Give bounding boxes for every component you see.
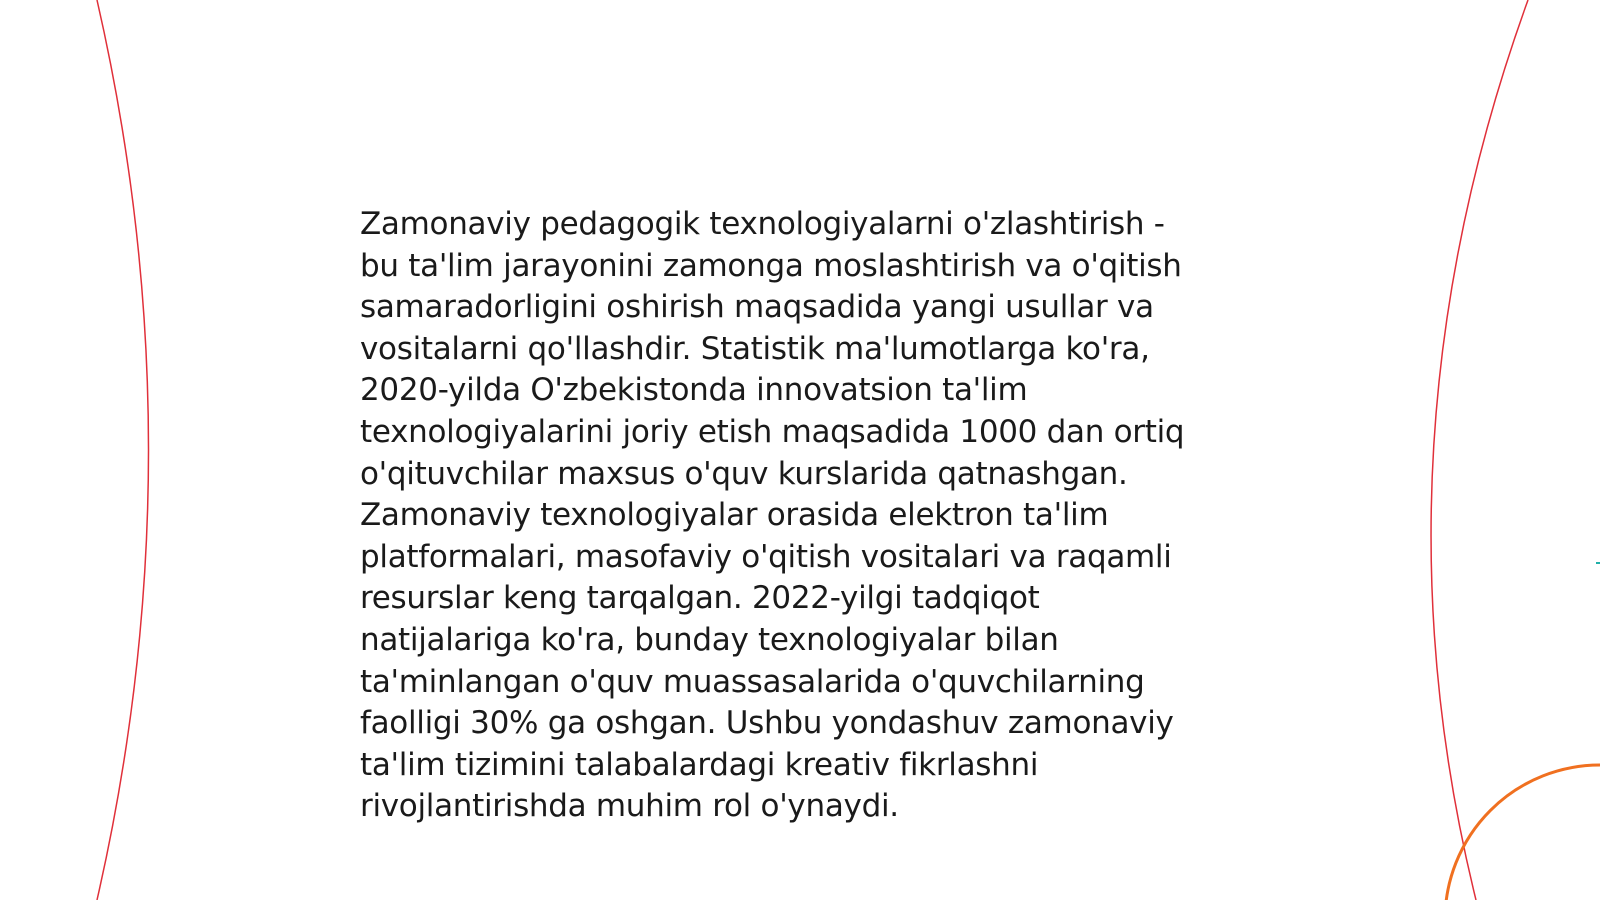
right-red-curve xyxy=(1431,0,1528,900)
text-line: platformalari, masofaviy o'qitish vositalari va raqamli xyxy=(360,538,1172,575)
text-line: resurslar keng tarqalgan. 2022-yilgi tadqiqot xyxy=(360,580,1040,617)
text-line: vositalarni qo'llashdir. Statistik ma'lumotlarga ko'ra, xyxy=(360,330,1150,367)
left-red-curve xyxy=(97,0,149,900)
text-line: faolligi 30% ga oshgan. Ushbu yondashuv zamonaviy xyxy=(360,705,1174,742)
text-line: Zamonaviy texnologiyalar orasida elektron ta'lim xyxy=(360,497,1109,534)
text-line: o'qituvchilar maxsus o'quv kurslarida qatnashgan. xyxy=(360,455,1128,492)
text-line: rivojlantirishda muhim rol o'ynaydi. xyxy=(360,788,899,825)
text-line: texnologiyalarini joriy etish maqsadida 1000 dan ortiq xyxy=(360,413,1185,450)
text-line: natijalariga ko'ra, bunday texnologiyalar bilan xyxy=(360,621,1059,658)
text-line: ta'lim tizimini talabalardagi kreativ fikrlashni xyxy=(360,746,1039,783)
text-line: Zamonaviy pedagogik texnologiyalarni o'zlashtirish - xyxy=(360,206,1165,242)
orange-circle-arc xyxy=(1445,765,1600,900)
text-line: bu ta'lim jarayonini zamonga moslashtirish va o'qitish xyxy=(360,247,1182,284)
text-line: 2020-yilda O'zbekistonda innovatsion ta'lim xyxy=(360,372,1028,409)
text-line: samaradorligini oshirish maqsadida yangi usullar va xyxy=(360,289,1154,326)
text-line: ta'minlangan o'quv muassasalarida o'quvchilarning xyxy=(360,663,1145,700)
body-paragraph xyxy=(360,204,1260,828)
